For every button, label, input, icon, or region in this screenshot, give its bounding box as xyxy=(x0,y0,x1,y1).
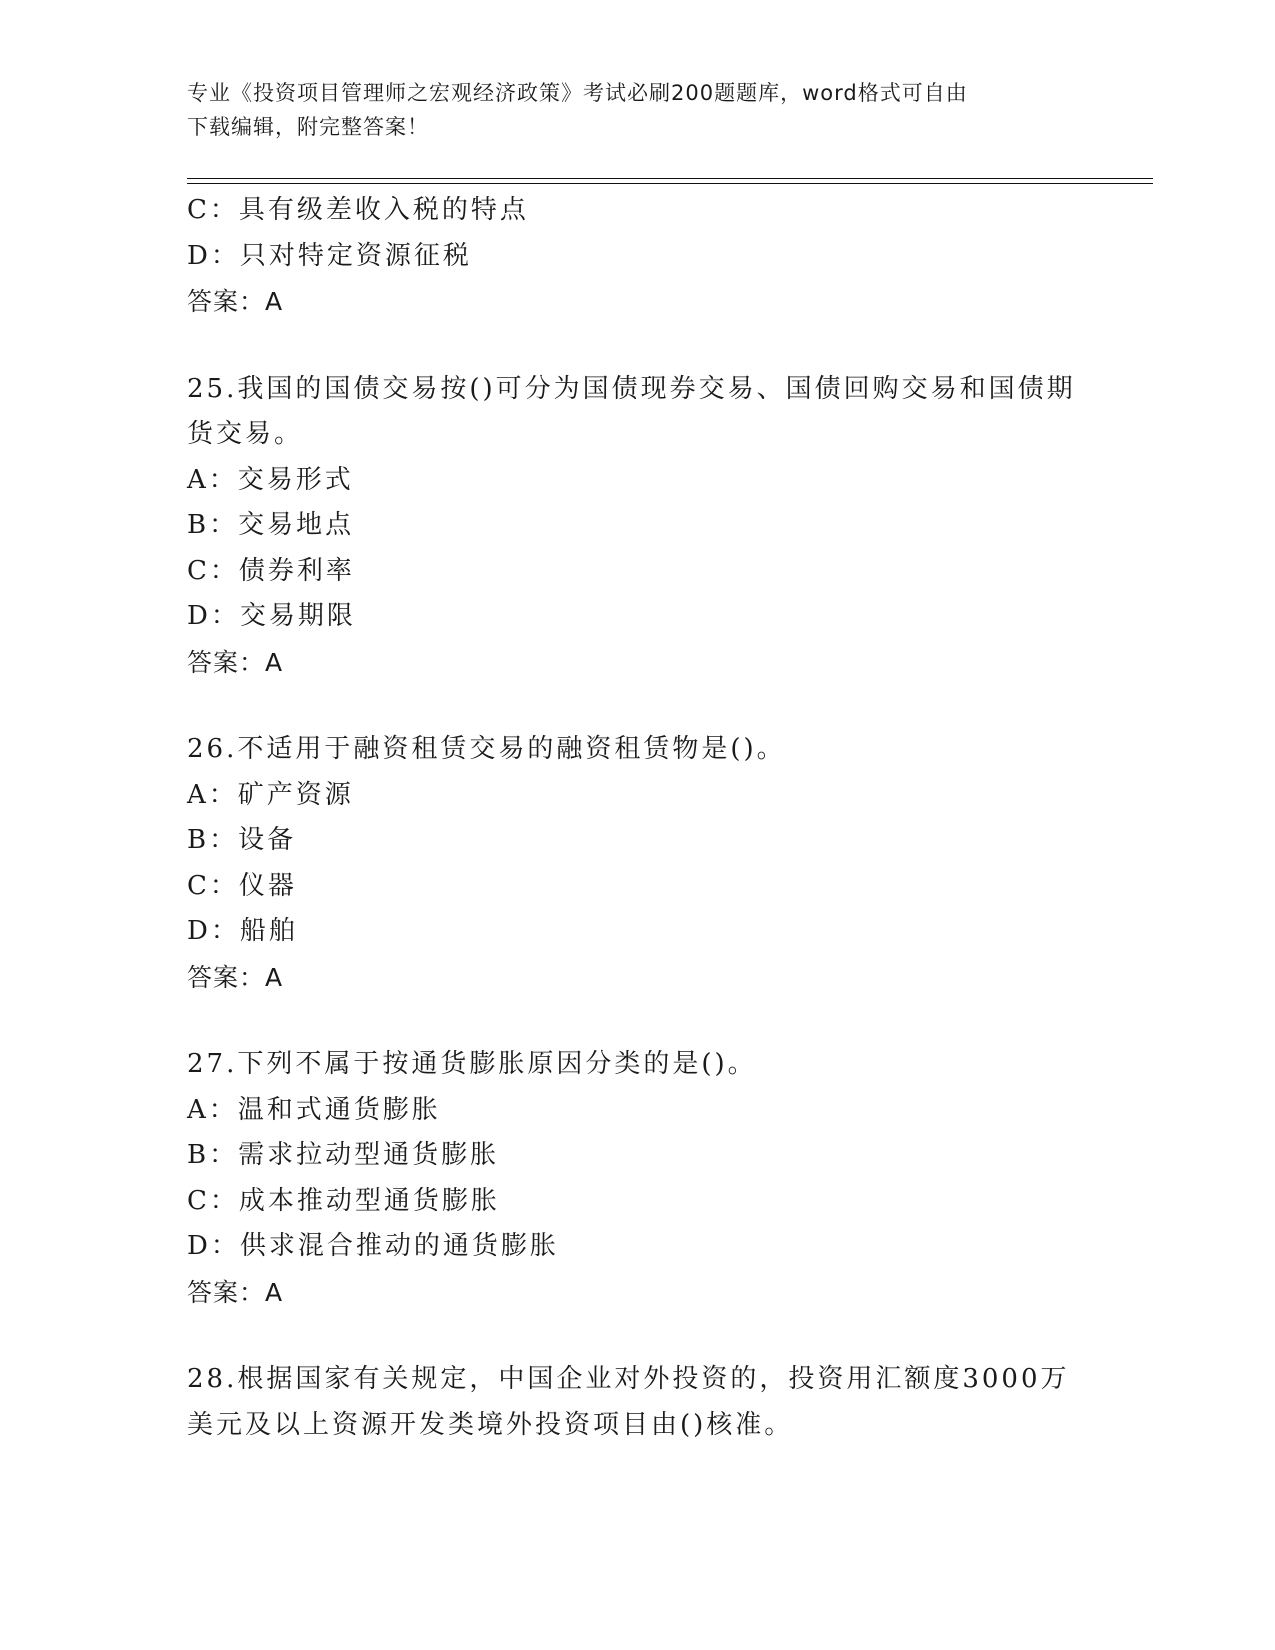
header-line-1: 专业《投资项目管理师之宏观经济政策》考试必刷200题题库，word格式可自由 xyxy=(187,81,968,105)
option-c: C：债券利率 xyxy=(187,555,355,586)
option-c: C：具有级差收入税的特点 xyxy=(187,195,529,225)
header-divider-bottom xyxy=(187,183,1153,184)
option-a: A：矿产资源 xyxy=(187,779,354,810)
document-header xyxy=(187,76,1087,144)
option-b: B：交易地点 xyxy=(187,510,355,540)
option-d: D：只对特定资源征税 xyxy=(187,240,472,271)
answer-line: 答案：A xyxy=(187,647,284,677)
option-a: A：温和式通货膨胀 xyxy=(187,1094,441,1125)
option-d: D：船舶 xyxy=(187,916,298,946)
question-28 xyxy=(187,1357,1087,1448)
option-d: D：供求混合推动的通货膨胀 xyxy=(187,1231,559,1261)
question-stem: 27.下列不属于按通货膨胀原因分类的是()。 xyxy=(187,1049,757,1079)
option-b: B：需求拉动型通货膨胀 xyxy=(187,1140,500,1170)
question-stem: 25.我国的国债交易按()可分为国债现券交易、国债回购交易和国债期 xyxy=(187,373,1076,404)
question-26 xyxy=(187,727,1087,1000)
answer-line: 答案：A xyxy=(187,962,284,992)
question-content xyxy=(187,188,1087,1448)
answer-line: 答案：A xyxy=(187,1277,284,1307)
header-line-2: 下载编辑，附完整答案！ xyxy=(187,115,429,139)
question-25 xyxy=(187,367,1087,686)
option-c: C：成本推动型通货膨胀 xyxy=(187,1185,500,1216)
question-stem: 26.不适用于融资租赁交易的融资租赁物是()。 xyxy=(187,734,786,764)
header-divider-top xyxy=(187,178,1153,179)
option-c: C：仪器 xyxy=(187,870,297,901)
question-stem: 美元及以上资源开发类境外投资项目由()核准。 xyxy=(187,1409,794,1440)
option-b: B：设备 xyxy=(187,825,297,855)
question-stem: 货交易。 xyxy=(187,419,304,449)
question-stem: 28.根据国家有关规定，中国企业对外投资的，投资用汇额度3000万 xyxy=(187,1364,1070,1394)
option-a: A：交易形式 xyxy=(187,464,354,495)
question-27 xyxy=(187,1042,1087,1315)
option-d: D：交易期限 xyxy=(187,601,356,631)
answer-line: 答案：A xyxy=(187,287,284,316)
prev-question xyxy=(187,188,1087,325)
